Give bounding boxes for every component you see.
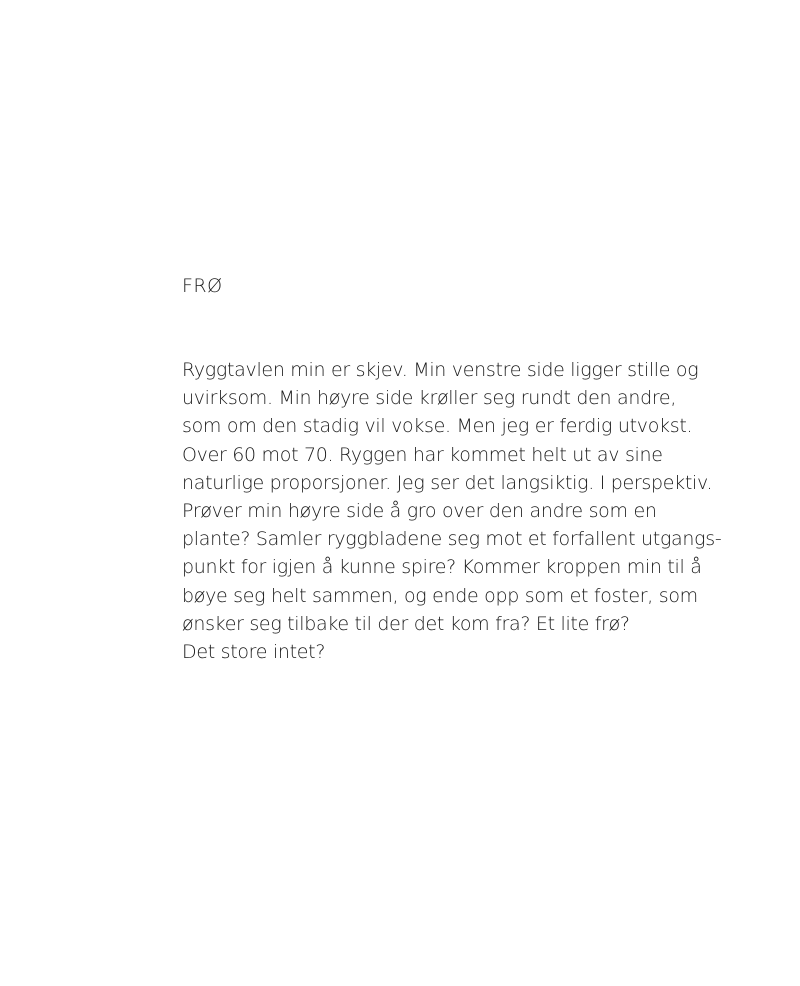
poem-line: punkt for igjen å kunne spire? Kommer kroppen min til å <box>182 556 702 579</box>
poem-line: ønsker seg tilbake til der det kom fra? Et lite frø? <box>182 612 630 635</box>
poem-line: bøye seg helt sammen, og ende opp som et foster, som <box>182 584 698 607</box>
poem-line: plante? Samler ryggbladene seg mot et forfallent utgangs- <box>182 528 722 551</box>
poem-line: uvirksom. Min høyre side krøller seg rundt den andre, <box>182 387 677 410</box>
poem-paragraph <box>182 356 742 666</box>
poem-line: naturlige proporsjoner. Jeg ser det langsiktig. I perspektiv. <box>182 471 713 494</box>
poem-line: Ryggtavlen min er skjev. Min venstre side ligger stille og <box>182 359 699 381</box>
poem-line: som om den stadig vil vokse. Men jeg er ferdig utvokst. <box>182 415 693 438</box>
poem-line: Prøver min høyre side å gro over den andre som en <box>182 500 657 523</box>
poem-line: Over 60 mot 70. Ryggen har kommet helt ut av sine <box>182 443 663 466</box>
page-title: FRØ <box>182 275 223 297</box>
poem-line: Det store intet? <box>182 641 326 664</box>
